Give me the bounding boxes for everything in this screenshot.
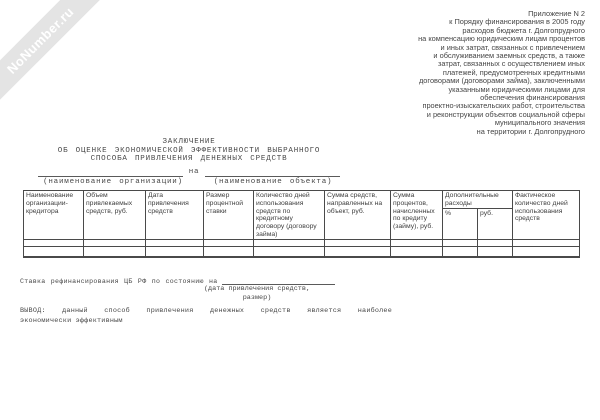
col-header-actual-days: Фактическое количество дней использования средств — [513, 191, 580, 240]
col-header-raised-amount: Объем привлекаемых средств, руб. — [84, 191, 146, 240]
annex-note-line: расходов бюджета г. Долгопрудного — [462, 25, 585, 35]
table-row-empty-2 — [24, 246, 580, 257]
refinancing-rate-label: Ставка рефинансирования ЦБ РФ по состоянию на — [20, 278, 218, 285]
col-header-interest-rate: Размер процентной ставки — [204, 191, 254, 240]
table-cell-empty — [254, 246, 325, 257]
col-header-object-amount: Сумма средств, направленных на объект, руб. — [325, 191, 391, 240]
object-name-blank — [205, 167, 340, 177]
annex-note-line: указанными юридическими лицами для — [448, 84, 585, 94]
org-name-blank — [38, 167, 183, 177]
title-line-3: СПОСОБА ПРИВЛЕЧЕНИЯ ДЕНЕЖНЫХ СРЕДСТВ — [90, 155, 288, 164]
table-cell-empty — [84, 246, 146, 257]
title-captions — [14, 178, 364, 187]
title-line-2: ОБ ОЦЕНКЕ ЭКОНОМИЧЕСКОЙ ЭФФЕКТИВНОСТИ ВЫБРАННОГО — [57, 146, 321, 155]
table-cell-empty — [391, 246, 443, 257]
table-cell-empty — [204, 239, 254, 246]
table-cell-empty — [513, 246, 580, 257]
table-cell-empty — [325, 246, 391, 257]
table-cell-empty — [391, 239, 443, 246]
annex-note-line: проектно-изыскательских работ, строительства — [422, 101, 585, 111]
annex-note-line: и реконструкции объектов социальной сферы — [426, 109, 585, 119]
annex-note-line: на компенсацию юридическим лицам процентов — [418, 34, 585, 44]
col-header-additional-percent: % — [443, 209, 478, 240]
table-cell-empty — [478, 246, 513, 257]
conclusion-line-2: экономически эффективным — [20, 316, 123, 325]
watermark-band — [0, 0, 115, 115]
conclusion-line-1: ВЫВОД: данный способ привлечения денежных средств является наиболее — [20, 307, 392, 315]
table-cell-empty — [146, 239, 204, 246]
table-cell-empty — [443, 239, 478, 246]
table-cell-empty — [478, 239, 513, 246]
credit-evaluation-table — [23, 190, 580, 258]
table-cell-empty — [24, 239, 84, 246]
connector-word: на — [188, 167, 200, 176]
annex-note — [418, 10, 585, 136]
table-cell-empty — [443, 246, 478, 257]
col-header-raise-date: Дата привлечения средств — [146, 191, 204, 240]
document-title — [14, 138, 364, 186]
annex-note-line: обеспечения финансирования — [480, 93, 585, 103]
refinancing-rate-line — [20, 276, 335, 285]
table-row-empty-1 — [24, 239, 580, 246]
object-name-caption: (наименование объекта) — [213, 177, 333, 186]
annex-note-line: к Порядку финансирования в 2005 году — [449, 17, 585, 27]
rate-caption-line-2: размер) — [242, 293, 272, 302]
table-cell-empty — [325, 239, 391, 246]
col-header-additional-expenses: Дополнительные расходы — [443, 191, 513, 209]
table-cell-empty — [24, 246, 84, 257]
table-cell-empty — [84, 239, 146, 246]
title-fill-row — [14, 167, 364, 177]
annex-note-line: затрат, связанных с осуществлением иных — [437, 59, 585, 69]
annex-note-line: договорами (договорами займа), заключенными — [418, 76, 585, 86]
watermark-text: NoNumber.ru — [3, 3, 77, 77]
annex-note-line: муниципального значения — [494, 118, 585, 128]
rate-caption — [190, 285, 324, 302]
annex-note-line: и обслуживанием заемных средств, а также — [433, 51, 585, 61]
rate-date-blank — [222, 276, 335, 285]
col-header-interest-amount: Сумма процентов, начисленных по кредиту (займу), руб. — [391, 191, 443, 240]
col-header-creditor-name: Наименование организации-кредитора — [24, 191, 84, 240]
annex-note-line: Приложение N 2 — [528, 9, 585, 18]
conclusion-paragraph — [20, 307, 392, 326]
title-line-1: ЗАКЛЮЧЕНИЕ — [162, 138, 216, 146]
annex-note-line: на территории г. Долгопрудного — [476, 126, 585, 136]
col-header-contract-days: Количество дней использования средств по кредитному договору (договору займа) — [254, 191, 325, 240]
col-header-additional-rub: руб. — [478, 209, 513, 240]
table-cell-empty — [254, 239, 325, 246]
table-cell-empty — [513, 239, 580, 246]
rate-caption-line-1: (дата привлечения средств, — [203, 285, 311, 293]
annex-note-line: платежей, предусмотренных кредитными — [442, 67, 585, 77]
table-cell-empty — [204, 246, 254, 257]
annex-note-line: и иных затрат, связанных с привлечением — [440, 42, 585, 52]
table-cell-empty — [146, 246, 204, 257]
org-name-caption: (наименование организации) — [43, 177, 183, 186]
